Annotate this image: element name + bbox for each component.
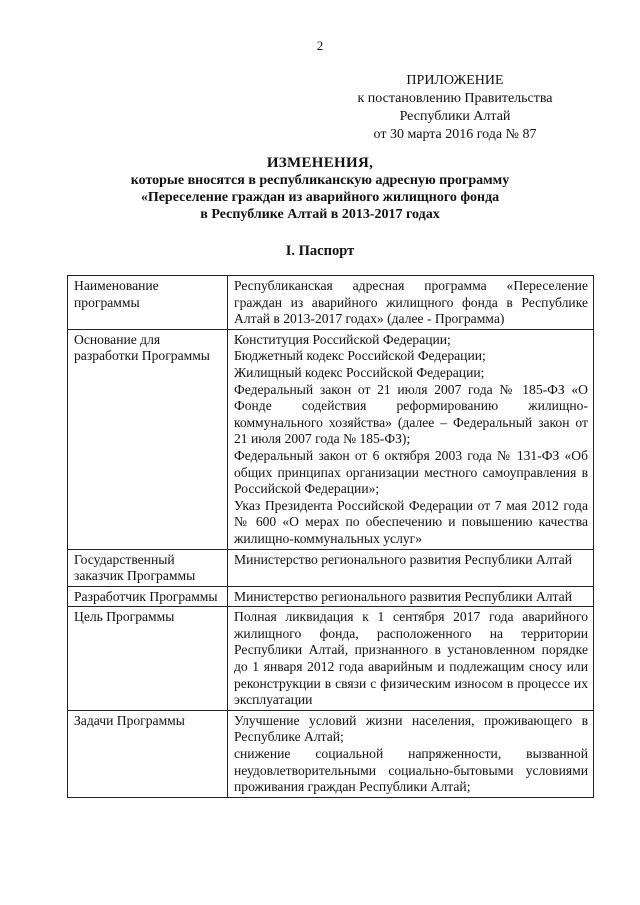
passport-row-goal — [68, 607, 594, 711]
passport-row-label: Наименование программы — [68, 276, 228, 330]
changes-line: «Переселение граждан из аварийного жилищного фонда — [140, 190, 500, 205]
passport-row-label: Разработчик Программы — [68, 586, 228, 607]
passport-row-label: Цель Программы — [68, 607, 228, 711]
passport-row-developer — [68, 586, 594, 607]
passport-value-line: Полная ликвидация к 1 сентября 2017 года аварийного жилищного фонда, расположенного на территории Республики Алтай, признанного в установленном порядке до 1 января 2012 года аварийным и подлежащим сносу или реконструкции в связи с физическим износом в процессе их эксплуатации — [234, 609, 588, 708]
changes-title: ИЗМЕНЕНИЯ, — [266, 155, 374, 171]
changes-line: которые вносятся в республиканскую адресную программу — [130, 173, 510, 188]
passport-row-label: Государственный заказчик Программы — [68, 549, 228, 586]
passport-row-name — [68, 276, 594, 330]
passport-value-line: Министерство регионального развития Республики Алтай — [234, 588, 572, 604]
passport-row-value — [228, 276, 594, 330]
section-title: I. Паспорт — [285, 243, 355, 259]
appendix-block — [330, 72, 580, 144]
passport-value-line: Конституция Российской Федерации; — [234, 331, 451, 347]
passport-row-value — [228, 549, 594, 586]
appendix-line: от 30 марта 2016 года № 87 — [373, 127, 537, 142]
appendix-title: ПРИЛОЖЕНИЕ — [406, 73, 504, 88]
passport-row-value — [228, 586, 594, 607]
passport-row-value — [228, 710, 594, 797]
passport-value-line: Улучшение условий жизни населения, проживающего в Республике Алтай; — [234, 712, 588, 745]
passport-row-tasks — [68, 710, 594, 797]
passport-row-label: Основание для разработки Программы — [68, 329, 228, 549]
passport-row-customer — [68, 549, 594, 586]
passport-table — [67, 275, 594, 798]
appendix-line: Республики Алтай — [399, 109, 511, 124]
passport-value-line: Указ Президента Российской Федерации от 7 мая 2012 года № 600 «О мерах по обеспечению и повышению качества жилищно-коммунальных услуг» — [234, 497, 588, 546]
passport-value-line: Министерство регионального развития Республики Алтай — [234, 551, 572, 567]
page-number: 2 — [316, 38, 324, 53]
changes-heading — [0, 155, 640, 223]
passport-row-value — [228, 607, 594, 711]
passport-value-line: Федеральный закон от 21 июля 2007 года № 185-ФЗ «О Фонде содействия реформированию жилищно-коммунального хозяйства» (далее – Федеральный закон от 21 июля 2007 года № 185-ФЗ); — [234, 381, 588, 447]
passport-row-value — [228, 329, 594, 549]
appendix-line: к постановлению Правительства — [357, 91, 553, 106]
passport-value-line: Федеральный закон от 6 октября 2003 года № 131-ФЗ «Об общих принципах организации местного самоуправления в Российской Федерации»; — [234, 447, 588, 497]
passport-value-line: Жилищный кодекс Российской Федерации; — [234, 364, 485, 380]
passport-value-line: Республиканская адресная программа «Переселение граждан из аварийного жилищного фонда в Республике Алтай в 2013-2017 годах» (далее - Программа) — [234, 278, 588, 327]
changes-line: в Республике Алтай в 2013-2017 годах — [200, 207, 440, 222]
passport-value-line: Бюджетный кодекс Российской Федерации; — [234, 348, 486, 364]
passport-row-basis — [68, 329, 594, 549]
passport-row-label: Задачи Программы — [68, 710, 228, 797]
passport-value-line: снижение социальной напряженности, вызванной неудовлетворительными социально-бытовыми условиями проживания граждан Республики Алтай; — [234, 746, 588, 795]
